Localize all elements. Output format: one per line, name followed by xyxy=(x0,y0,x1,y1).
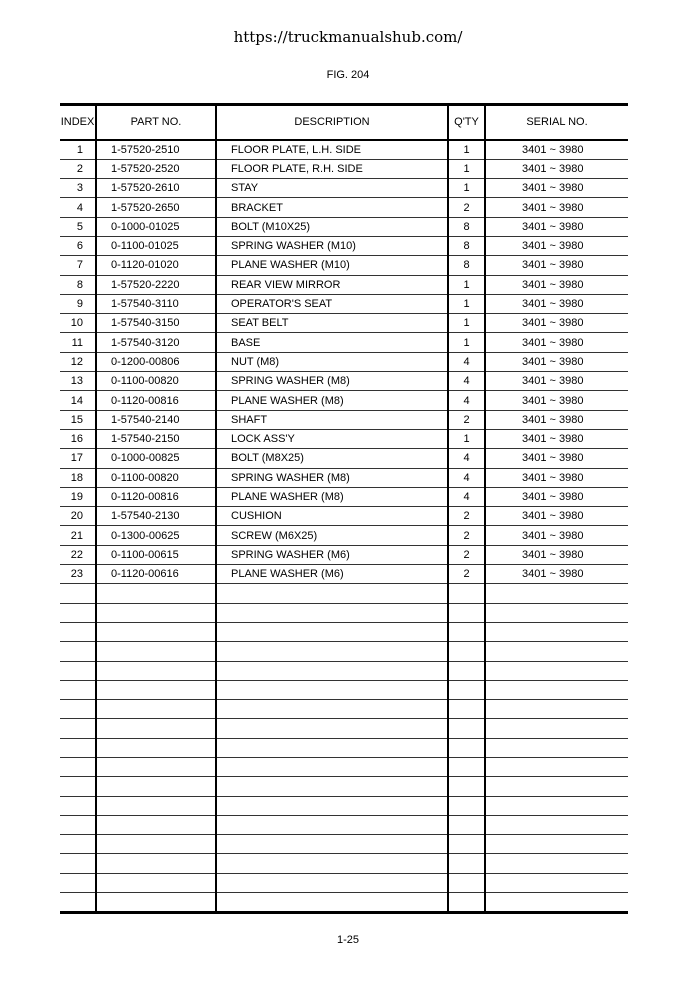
cell-serial-no: 3401 ~ 3980 xyxy=(485,198,628,217)
cell-part-no: 1-57520-2510 xyxy=(96,140,216,160)
cell-serial-no: 3401 ~ 3980 xyxy=(485,449,628,468)
empty-cell xyxy=(60,835,96,854)
cell-description: BRACKET xyxy=(216,198,448,217)
empty-cell xyxy=(96,719,216,738)
empty-cell xyxy=(60,584,96,603)
table-row xyxy=(60,256,628,275)
empty-cell xyxy=(485,835,628,854)
cell-qty: 2 xyxy=(448,507,485,526)
empty-cell xyxy=(60,873,96,892)
empty-table-row xyxy=(60,835,628,854)
cell-description: BOLT (M10X25) xyxy=(216,217,448,236)
table-row xyxy=(60,526,628,545)
cell-index: 2 xyxy=(60,159,96,178)
cell-qty: 1 xyxy=(448,179,485,198)
empty-cell xyxy=(96,854,216,873)
table-row xyxy=(60,429,628,448)
empty-table-row xyxy=(60,796,628,815)
cell-qty: 8 xyxy=(448,256,485,275)
empty-cell xyxy=(216,700,448,719)
cell-description: PLANE WASHER (M8) xyxy=(216,391,448,410)
cell-part-no: 0-1120-01020 xyxy=(96,256,216,275)
cell-qty: 1 xyxy=(448,333,485,352)
empty-cell xyxy=(96,603,216,622)
empty-table-row xyxy=(60,873,628,892)
cell-serial-no: 3401 ~ 3980 xyxy=(485,294,628,313)
table-row xyxy=(60,159,628,178)
empty-table-row xyxy=(60,680,628,699)
cell-serial-no: 3401 ~ 3980 xyxy=(485,391,628,410)
cell-index: 6 xyxy=(60,236,96,255)
cell-part-no: 1-57520-2220 xyxy=(96,275,216,294)
empty-cell xyxy=(216,796,448,815)
table-row xyxy=(60,217,628,236)
table-row xyxy=(60,314,628,333)
page-number: 1-25 xyxy=(336,934,360,946)
empty-cell xyxy=(60,893,96,913)
empty-cell xyxy=(448,642,485,661)
empty-cell xyxy=(485,815,628,834)
empty-table-row xyxy=(60,777,628,796)
empty-cell xyxy=(216,719,448,738)
empty-cell xyxy=(216,603,448,622)
empty-table-row xyxy=(60,700,628,719)
empty-cell xyxy=(485,854,628,873)
cell-part-no: 0-1100-00615 xyxy=(96,545,216,564)
cell-part-no: 1-57520-2610 xyxy=(96,179,216,198)
empty-cell xyxy=(96,661,216,680)
cell-part-no: 0-1100-00820 xyxy=(96,468,216,487)
empty-cell xyxy=(216,815,448,834)
cell-description: REAR VIEW MIRROR xyxy=(216,275,448,294)
empty-cell xyxy=(448,719,485,738)
cell-part-no: 0-1120-00816 xyxy=(96,487,216,506)
empty-cell xyxy=(485,893,628,913)
empty-cell xyxy=(60,738,96,757)
cell-part-no: 0-1120-00616 xyxy=(96,565,216,584)
table-row xyxy=(60,372,628,391)
cell-index: 8 xyxy=(60,275,96,294)
cell-index: 20 xyxy=(60,507,96,526)
cell-serial-no: 3401 ~ 3980 xyxy=(485,526,628,545)
cell-qty: 1 xyxy=(448,429,485,448)
cell-index: 4 xyxy=(60,198,96,217)
cell-description: CUSHION xyxy=(216,507,448,526)
cell-description: NUT (M8) xyxy=(216,352,448,371)
cell-part-no: 1-57540-3110 xyxy=(96,294,216,313)
table-row xyxy=(60,275,628,294)
cell-index: 3 xyxy=(60,179,96,198)
cell-description: SHAFT xyxy=(216,410,448,429)
empty-cell xyxy=(96,680,216,699)
empty-cell xyxy=(448,777,485,796)
empty-cell xyxy=(485,661,628,680)
table-row xyxy=(60,507,628,526)
source-url[interactable]: https://truckmanualshub.com/ xyxy=(233,28,463,46)
cell-index: 9 xyxy=(60,294,96,313)
cell-index: 16 xyxy=(60,429,96,448)
header-index: INDEX xyxy=(60,105,96,140)
cell-part-no: 0-1120-00816 xyxy=(96,391,216,410)
cell-index: 19 xyxy=(60,487,96,506)
empty-table-row xyxy=(60,622,628,641)
cell-description: LOCK ASS'Y xyxy=(216,429,448,448)
empty-cell xyxy=(485,738,628,757)
header-part-no: PART NO. xyxy=(96,105,216,140)
empty-cell xyxy=(448,738,485,757)
empty-cell xyxy=(96,758,216,777)
header-description: DESCRIPTION xyxy=(216,105,448,140)
cell-serial-no: 3401 ~ 3980 xyxy=(485,314,628,333)
cell-index: 10 xyxy=(60,314,96,333)
empty-cell xyxy=(96,622,216,641)
empty-cell xyxy=(448,603,485,622)
cell-part-no: 1-57520-2650 xyxy=(96,198,216,217)
header-qty: Q'TY xyxy=(448,105,485,140)
table-row xyxy=(60,410,628,429)
table-header-row xyxy=(60,105,628,140)
cell-description: FLOOR PLATE, R.H. SIDE xyxy=(216,159,448,178)
empty-cell xyxy=(60,815,96,834)
table-row xyxy=(60,391,628,410)
cell-qty: 4 xyxy=(448,468,485,487)
cell-part-no: 1-57540-2140 xyxy=(96,410,216,429)
empty-cell xyxy=(448,661,485,680)
empty-cell xyxy=(96,815,216,834)
cell-serial-no: 3401 ~ 3980 xyxy=(485,256,628,275)
cell-part-no: 1-57520-2520 xyxy=(96,159,216,178)
empty-cell xyxy=(216,661,448,680)
empty-table-row xyxy=(60,758,628,777)
empty-cell xyxy=(216,738,448,757)
empty-cell xyxy=(216,680,448,699)
empty-cell xyxy=(60,700,96,719)
empty-cell xyxy=(448,835,485,854)
cell-description: OPERATOR'S SEAT xyxy=(216,294,448,313)
cell-part-no: 1-57540-3120 xyxy=(96,333,216,352)
empty-cell xyxy=(216,584,448,603)
figure-label: FIG. 204 xyxy=(326,69,370,81)
cell-qty: 1 xyxy=(448,294,485,313)
empty-cell xyxy=(216,642,448,661)
empty-cell xyxy=(60,661,96,680)
cell-qty: 8 xyxy=(448,217,485,236)
cell-qty: 1 xyxy=(448,275,485,294)
cell-serial-no: 3401 ~ 3980 xyxy=(485,352,628,371)
empty-cell xyxy=(96,873,216,892)
cell-part-no: 0-1000-01025 xyxy=(96,217,216,236)
cell-description: BOLT (M8X25) xyxy=(216,449,448,468)
cell-index: 11 xyxy=(60,333,96,352)
empty-cell xyxy=(485,642,628,661)
table-row xyxy=(60,565,628,584)
cell-part-no: 0-1300-00625 xyxy=(96,526,216,545)
empty-cell xyxy=(448,815,485,834)
cell-index: 17 xyxy=(60,449,96,468)
cell-serial-no: 3401 ~ 3980 xyxy=(485,372,628,391)
empty-cell xyxy=(216,873,448,892)
empty-cell xyxy=(216,893,448,913)
cell-qty: 4 xyxy=(448,391,485,410)
table-row xyxy=(60,449,628,468)
empty-cell xyxy=(485,796,628,815)
cell-description: SCREW (M6X25) xyxy=(216,526,448,545)
table-row xyxy=(60,294,628,313)
cell-description: SEAT BELT xyxy=(216,314,448,333)
empty-cell xyxy=(60,854,96,873)
cell-index: 14 xyxy=(60,391,96,410)
empty-cell xyxy=(485,603,628,622)
empty-cell xyxy=(216,835,448,854)
empty-cell xyxy=(96,835,216,854)
cell-part-no: 0-1100-00820 xyxy=(96,372,216,391)
empty-cell xyxy=(485,777,628,796)
cell-description: PLANE WASHER (M6) xyxy=(216,565,448,584)
empty-table-row xyxy=(60,661,628,680)
cell-description: STAY xyxy=(216,179,448,198)
cell-description: SPRING WASHER (M10) xyxy=(216,236,448,255)
cell-serial-no: 3401 ~ 3980 xyxy=(485,275,628,294)
cell-part-no: 0-1200-00806 xyxy=(96,352,216,371)
cell-serial-no: 3401 ~ 3980 xyxy=(485,507,628,526)
cell-index: 22 xyxy=(60,545,96,564)
empty-cell xyxy=(216,758,448,777)
cell-serial-no: 3401 ~ 3980 xyxy=(485,468,628,487)
empty-cell xyxy=(96,777,216,796)
empty-cell xyxy=(485,584,628,603)
empty-cell xyxy=(96,738,216,757)
cell-qty: 4 xyxy=(448,372,485,391)
empty-cell xyxy=(60,758,96,777)
empty-cell xyxy=(448,584,485,603)
empty-cell xyxy=(448,873,485,892)
cell-description: SPRING WASHER (M8) xyxy=(216,468,448,487)
cell-serial-no: 3401 ~ 3980 xyxy=(485,236,628,255)
parts-table-container xyxy=(60,103,628,914)
cell-index: 23 xyxy=(60,565,96,584)
cell-qty: 1 xyxy=(448,140,485,160)
table-row xyxy=(60,468,628,487)
table-body xyxy=(60,140,628,913)
empty-cell xyxy=(448,622,485,641)
table-row xyxy=(60,140,628,160)
cell-qty: 2 xyxy=(448,545,485,564)
cell-index: 13 xyxy=(60,372,96,391)
empty-cell xyxy=(96,584,216,603)
cell-serial-no: 3401 ~ 3980 xyxy=(485,217,628,236)
table-row xyxy=(60,179,628,198)
empty-table-row xyxy=(60,642,628,661)
cell-serial-no: 3401 ~ 3980 xyxy=(485,487,628,506)
empty-table-row xyxy=(60,719,628,738)
empty-cell xyxy=(485,719,628,738)
cell-qty: 2 xyxy=(448,410,485,429)
cell-qty: 4 xyxy=(448,449,485,468)
cell-qty: 4 xyxy=(448,352,485,371)
empty-cell xyxy=(216,854,448,873)
empty-cell xyxy=(448,700,485,719)
empty-cell xyxy=(96,796,216,815)
empty-cell xyxy=(60,622,96,641)
empty-cell xyxy=(96,642,216,661)
table-row xyxy=(60,236,628,255)
cell-qty: 4 xyxy=(448,487,485,506)
cell-index: 1 xyxy=(60,140,96,160)
empty-cell xyxy=(96,893,216,913)
table-row xyxy=(60,545,628,564)
cell-description: FLOOR PLATE, L.H. SIDE xyxy=(216,140,448,160)
table-row xyxy=(60,198,628,217)
empty-cell xyxy=(448,758,485,777)
cell-serial-no: 3401 ~ 3980 xyxy=(485,565,628,584)
empty-cell xyxy=(485,758,628,777)
empty-cell xyxy=(485,622,628,641)
cell-description: BASE xyxy=(216,333,448,352)
empty-cell xyxy=(485,700,628,719)
empty-cell xyxy=(448,796,485,815)
header-serial-no: SERIAL NO. xyxy=(485,105,628,140)
empty-cell xyxy=(60,642,96,661)
empty-table-row xyxy=(60,815,628,834)
cell-description: PLANE WASHER (M10) xyxy=(216,256,448,275)
cell-index: 7 xyxy=(60,256,96,275)
table-row xyxy=(60,487,628,506)
cell-part-no: 1-57540-3150 xyxy=(96,314,216,333)
empty-table-row xyxy=(60,584,628,603)
empty-cell xyxy=(485,680,628,699)
cell-description: SPRING WASHER (M6) xyxy=(216,545,448,564)
cell-serial-no: 3401 ~ 3980 xyxy=(485,545,628,564)
empty-table-row xyxy=(60,603,628,622)
empty-cell xyxy=(448,680,485,699)
cell-qty: 2 xyxy=(448,565,485,584)
cell-serial-no: 3401 ~ 3980 xyxy=(485,179,628,198)
empty-cell xyxy=(60,603,96,622)
cell-serial-no: 3401 ~ 3980 xyxy=(485,333,628,352)
empty-table-row xyxy=(60,738,628,757)
cell-serial-no: 3401 ~ 3980 xyxy=(485,410,628,429)
empty-cell xyxy=(60,777,96,796)
empty-cell xyxy=(216,777,448,796)
cell-qty: 1 xyxy=(448,159,485,178)
cell-serial-no: 3401 ~ 3980 xyxy=(485,429,628,448)
empty-cell xyxy=(216,622,448,641)
cell-part-no: 0-1000-00825 xyxy=(96,449,216,468)
parts-table xyxy=(60,103,628,914)
cell-serial-no: 3401 ~ 3980 xyxy=(485,140,628,160)
cell-qty: 1 xyxy=(448,314,485,333)
cell-description: PLANE WASHER (M8) xyxy=(216,487,448,506)
empty-cell xyxy=(448,893,485,913)
table-row xyxy=(60,333,628,352)
cell-index: 12 xyxy=(60,352,96,371)
cell-serial-no: 3401 ~ 3980 xyxy=(485,159,628,178)
empty-cell xyxy=(60,796,96,815)
cell-index: 18 xyxy=(60,468,96,487)
cell-part-no: 1-57540-2150 xyxy=(96,429,216,448)
empty-cell xyxy=(96,700,216,719)
empty-cell xyxy=(448,854,485,873)
cell-part-no: 0-1100-01025 xyxy=(96,236,216,255)
cell-qty: 8 xyxy=(448,236,485,255)
cell-index: 15 xyxy=(60,410,96,429)
empty-table-row xyxy=(60,893,628,913)
empty-cell xyxy=(60,680,96,699)
cell-description: SPRING WASHER (M8) xyxy=(216,372,448,391)
empty-cell xyxy=(60,719,96,738)
cell-index: 5 xyxy=(60,217,96,236)
empty-cell xyxy=(485,873,628,892)
cell-part-no: 1-57540-2130 xyxy=(96,507,216,526)
table-row xyxy=(60,352,628,371)
cell-qty: 2 xyxy=(448,526,485,545)
cell-index: 21 xyxy=(60,526,96,545)
empty-table-row xyxy=(60,854,628,873)
cell-qty: 2 xyxy=(448,198,485,217)
